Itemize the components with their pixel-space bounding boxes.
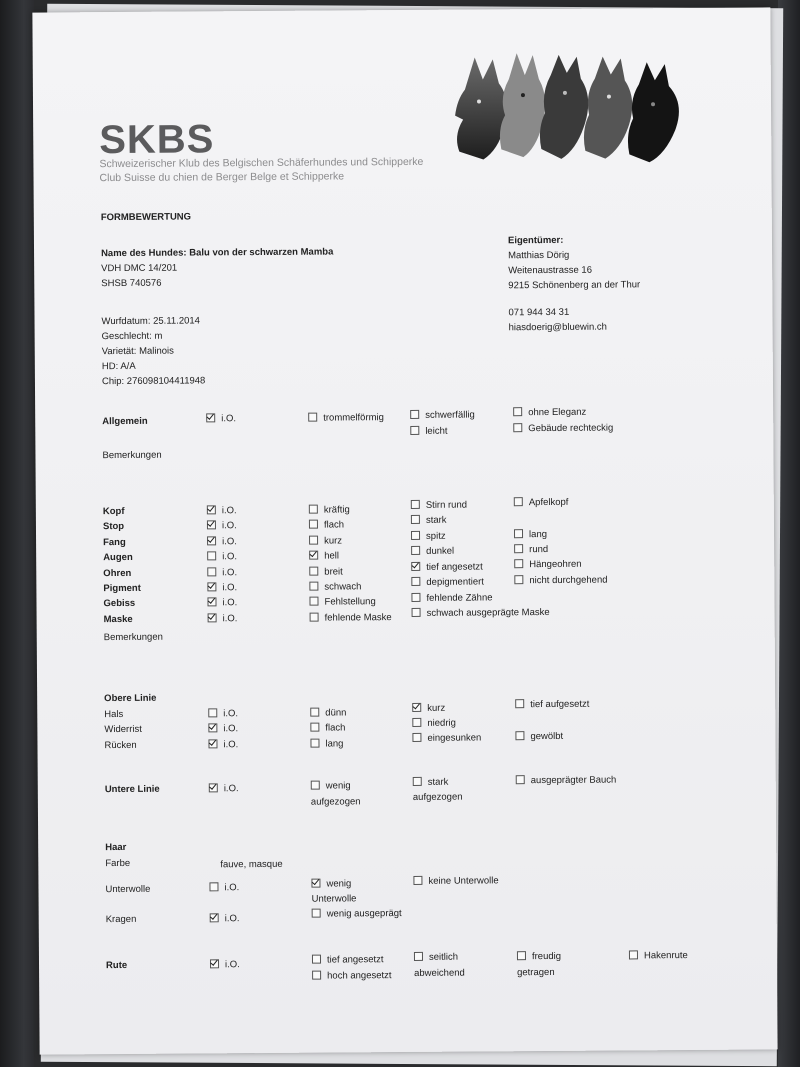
- owner-street: Weitenaustrasse 16: [508, 264, 593, 277]
- option-label: fehlende Zähne: [426, 592, 493, 604]
- option-fang-i-o[interactable]: [207, 536, 237, 547]
- option-label: flach: [325, 722, 346, 734]
- option-label: leicht: [425, 425, 448, 437]
- option-label: wenig: [326, 878, 352, 890]
- dog-birth-date: Wurfdatum: 25.11.2014: [101, 315, 200, 328]
- checkbox-checked-icon[interactable]: [208, 739, 217, 748]
- option-gebiss-fehlende-zaehne[interactable]: [411, 592, 492, 604]
- checkbox-empty-icon[interactable]: [514, 575, 523, 584]
- option-label: trommelförmig: [323, 412, 384, 424]
- option-label: kurz: [324, 535, 343, 547]
- section-label-stop: Stop: [102, 520, 125, 533]
- section-label-allgemein: Allgemein: [102, 415, 148, 428]
- binder-edge-left: [0, 0, 34, 1067]
- checkbox-empty-icon[interactable]: [514, 559, 523, 568]
- checkbox-empty-icon[interactable]: [412, 608, 421, 617]
- option-label: kurz: [427, 702, 446, 714]
- option-label: Apfelkopf: [528, 496, 569, 509]
- owner-label: Eigentümer:: [507, 234, 564, 247]
- dog-chip: Chip: 276098104411948: [101, 375, 206, 388]
- option-label: i.O.: [223, 723, 239, 735]
- section-label-kragen: Kragen: [105, 913, 137, 926]
- option-rute-hoch-angesetzt[interactable]: [312, 970, 392, 982]
- owner-email: hiasdoerig@bluewin.ch: [508, 321, 607, 334]
- option-allgemein-i-o[interactable]: [206, 413, 236, 424]
- checkbox-checked-icon[interactable]: [210, 959, 219, 968]
- option-label: i.O.: [222, 551, 237, 563]
- option-rute-i-o[interactable]: [210, 959, 240, 970]
- option-rute-abweichend: [414, 968, 465, 979]
- section-label-untere-linie: Untere Linie: [104, 783, 160, 796]
- option-label: stark: [427, 776, 449, 788]
- checkbox-empty-icon[interactable]: [308, 413, 317, 422]
- option-maske-i-o[interactable]: [208, 613, 238, 624]
- option-label: tief aufgesetzt: [530, 698, 590, 711]
- option-label: breit: [324, 566, 343, 578]
- option-label: Hakenrute: [643, 950, 688, 962]
- checkbox-empty-icon[interactable]: [310, 613, 319, 622]
- checkbox-checked-icon[interactable]: [411, 562, 420, 571]
- option-label: fehlende Maske: [324, 612, 392, 624]
- option-label: i.O.: [222, 597, 238, 609]
- checkbox-empty-icon[interactable]: [209, 882, 218, 891]
- checkbox-empty-icon[interactable]: [629, 950, 638, 959]
- option-label: ohne Eleganz: [528, 406, 587, 419]
- option-label: aufgezogen: [310, 796, 361, 808]
- option-ohren-i-o[interactable]: [207, 567, 237, 578]
- option-pigment-schwach[interactable]: [309, 581, 361, 592]
- option-label: Fehlstellung: [324, 596, 376, 608]
- option-widerrist-niedrig[interactable]: [412, 718, 456, 729]
- option-widerrist-i-o[interactable]: [208, 723, 238, 734]
- checkbox-empty-icon[interactable]: [410, 410, 419, 419]
- section-label-rute: Rute: [105, 959, 128, 972]
- option-augen-i-o[interactable]: [207, 551, 237, 562]
- section-label-hals: Hals: [104, 708, 124, 721]
- option-allgemein-schwerfaellig[interactable]: [410, 410, 475, 421]
- checkbox-empty-icon[interactable]: [516, 775, 525, 784]
- dog-hd: HD: A/A: [101, 360, 136, 373]
- option-label: Unterwolle: [311, 893, 357, 905]
- checkbox-empty-icon[interactable]: [515, 731, 524, 740]
- dog-variety: Varietät: Malinois: [101, 345, 174, 358]
- option-fang-lang[interactable]: [514, 529, 547, 540]
- option-allgemein-trommelfoermig[interactable]: [308, 412, 384, 424]
- checkbox-empty-icon[interactable]: [309, 536, 318, 545]
- checkbox-checked-icon[interactable]: [210, 913, 219, 922]
- option-ruecken-i-o[interactable]: [208, 739, 238, 750]
- option-rute-tief-angesetzt[interactable]: [312, 954, 384, 965]
- skbs-logo-text: SKBS: [99, 117, 215, 163]
- checkbox-empty-icon[interactable]: [412, 718, 421, 727]
- option-untere-linie-ausgepraegter-bauch[interactable]: [516, 775, 617, 787]
- option-unterwolle-wenig[interactable]: [311, 878, 351, 889]
- dog-vdh-number: VDH DMC 14/201: [101, 262, 178, 275]
- belgian-shepherd-dogs-logo-image: [453, 48, 698, 172]
- option-label: stark: [425, 514, 447, 526]
- option-augen-hell[interactable]: [309, 550, 339, 561]
- option-rute-hakenrute[interactable]: [629, 950, 688, 961]
- option-untere-linie-aufgezogen: [413, 792, 463, 803]
- option-label: i.O.: [223, 783, 239, 795]
- checkbox-empty-icon[interactable]: [411, 593, 420, 602]
- option-label: i.O.: [223, 739, 239, 751]
- option-label: lang: [325, 738, 344, 750]
- option-label: aufgezogen: [412, 791, 463, 803]
- option-label: schwach: [324, 581, 362, 593]
- option-label: wenig ausgeprägt: [326, 908, 402, 920]
- option-label: tief angesetzt: [326, 954, 384, 966]
- option-hals-i-o[interactable]: [208, 708, 238, 719]
- option-gebiss-i-o[interactable]: [207, 597, 237, 608]
- option-label: i.O.: [222, 536, 237, 548]
- option-stop-flach[interactable]: [309, 519, 344, 530]
- option-augen-rund[interactable]: [514, 544, 548, 555]
- option-label: rund: [529, 544, 549, 556]
- checkbox-empty-icon[interactable]: [309, 505, 318, 514]
- remarks-label-general: Bemerkungen: [102, 449, 162, 462]
- checkbox-empty-icon[interactable]: [309, 597, 318, 606]
- checkbox-checked-icon[interactable]: [207, 582, 216, 591]
- checkbox-checked-icon[interactable]: [311, 879, 320, 888]
- checkbox-empty-icon[interactable]: [312, 955, 321, 964]
- option-hals-duenn[interactable]: [310, 707, 346, 718]
- checkbox-empty-icon[interactable]: [208, 708, 217, 717]
- option-label: ausgeprägter Bauch: [530, 774, 617, 787]
- option-label: i.O.: [221, 413, 237, 425]
- option-label: keine Unterwolle: [428, 875, 499, 887]
- checkbox-empty-icon[interactable]: [310, 739, 319, 748]
- option-hals-kurz[interactable]: [412, 703, 445, 714]
- form-title: FORMBEWERTUNG: [100, 211, 192, 224]
- checkbox-checked-icon[interactable]: [207, 505, 216, 514]
- option-maske-schwach-ausgepraegte-maske[interactable]: [412, 607, 550, 619]
- dog-sex: Geschlecht: m: [101, 330, 163, 343]
- option-augen-dunkel[interactable]: [411, 546, 454, 557]
- option-kragen-i-o[interactable]: [210, 913, 240, 924]
- checkbox-empty-icon[interactable]: [413, 777, 422, 786]
- option-label: eingesunken: [427, 732, 482, 744]
- option-label: nicht durchgehend: [529, 574, 608, 587]
- checkbox-empty-icon[interactable]: [410, 426, 419, 435]
- option-label: flach: [323, 519, 345, 531]
- checkbox-checked-icon[interactable]: [209, 783, 218, 792]
- checkbox-empty-icon[interactable]: [412, 733, 421, 742]
- checkbox-empty-icon[interactable]: [517, 951, 526, 960]
- option-label: depigmentiert: [426, 576, 484, 588]
- section-label-kopf: Kopf: [102, 505, 125, 518]
- option-label: i.O.: [222, 613, 238, 625]
- club-name-french: Club Suisse du chien de Berger Belge et Schipperke: [99, 170, 345, 185]
- option-pigment-nicht-durchgehend[interactable]: [514, 575, 607, 587]
- checkbox-checked-icon[interactable]: [208, 613, 217, 622]
- option-unterwolle-i-o[interactable]: [209, 882, 239, 893]
- checkbox-empty-icon[interactable]: [411, 500, 420, 509]
- section-label-ohren: Ohren: [103, 567, 132, 580]
- checkbox-empty-icon[interactable]: [312, 909, 321, 918]
- section-label-fang: Fang: [103, 536, 126, 549]
- checkbox-checked-icon[interactable]: [208, 723, 217, 732]
- option-label: Gebäude rechteckig: [528, 422, 614, 435]
- option-kopf-stirn-rund[interactable]: [411, 500, 467, 511]
- owner-phone: 071 944 34 31: [508, 306, 570, 319]
- option-label: tief angesetzt: [426, 561, 483, 573]
- option-label: i.O.: [222, 582, 238, 594]
- option-label: hell: [324, 550, 340, 562]
- option-label: kräftig: [323, 504, 350, 516]
- checkbox-empty-icon[interactable]: [207, 551, 216, 560]
- option-label: abweichend: [414, 967, 465, 979]
- option-stop-i-o[interactable]: [207, 520, 237, 531]
- option-fang-kurz[interactable]: [309, 535, 342, 546]
- checkbox-empty-icon[interactable]: [515, 699, 524, 708]
- checkbox-empty-icon[interactable]: [311, 781, 320, 790]
- section-label-augen: Augen: [103, 551, 133, 564]
- color-value: fauve, masque: [220, 858, 283, 871]
- option-ohren-breit[interactable]: [309, 566, 343, 577]
- option-kopf-kraeftig[interactable]: [309, 504, 350, 515]
- checkbox-empty-icon[interactable]: [413, 876, 422, 885]
- option-label: schwerfällig: [425, 409, 475, 421]
- section-label-gebiss: Gebiss: [103, 597, 136, 610]
- checkbox-checked-icon[interactable]: [207, 520, 216, 529]
- option-widerrist-flach[interactable]: [310, 722, 345, 733]
- option-kopf-apfelkopf[interactable]: [514, 497, 569, 508]
- remarks-label-head: Bemerkungen: [103, 631, 163, 644]
- option-kragen-wenig-ausgepraegt[interactable]: [312, 908, 402, 920]
- checkbox-empty-icon[interactable]: [309, 582, 318, 591]
- section-label-pigment: Pigment: [103, 582, 141, 595]
- color-label: Farbe: [105, 857, 131, 870]
- option-fang-spitz[interactable]: [411, 531, 446, 542]
- section-label-maske: Maske: [103, 613, 133, 626]
- option-untere-linie-aufgezogen: [311, 796, 361, 807]
- option-label: freudig: [531, 950, 562, 963]
- option-label: gewölbt: [530, 730, 564, 743]
- checkbox-empty-icon[interactable]: [207, 567, 216, 576]
- section-label-unterwolle: Unterwolle: [105, 883, 151, 896]
- option-label: i.O.: [222, 567, 238, 579]
- checkbox-empty-icon[interactable]: [513, 423, 522, 432]
- option-unterwolle-keine-unterwolle[interactable]: [413, 875, 498, 887]
- checkbox-empty-icon[interactable]: [411, 577, 420, 586]
- option-pigment-i-o[interactable]: [207, 582, 237, 593]
- checkbox-empty-icon[interactable]: [310, 708, 319, 717]
- option-label: Hängeohren: [529, 558, 582, 571]
- dog-shsb-number: SHSB 740576: [101, 277, 162, 290]
- checkbox-empty-icon[interactable]: [514, 497, 523, 506]
- option-label: hoch angesetzt: [327, 970, 392, 982]
- evaluation-form-page: [32, 7, 777, 1054]
- checkbox-empty-icon[interactable]: [514, 529, 523, 538]
- option-pigment-depigmentiert[interactable]: [411, 576, 484, 588]
- section-label-widerrist: Widerrist: [104, 723, 142, 736]
- option-maske-fehlende-maske[interactable]: [310, 612, 392, 624]
- checkbox-empty-icon[interactable]: [411, 515, 420, 524]
- section-label-ruecken: Rücken: [104, 739, 137, 752]
- option-ruecken-gewoelbt[interactable]: [515, 731, 563, 742]
- checkbox-empty-icon[interactable]: [411, 531, 420, 540]
- option-label: niedrig: [427, 717, 456, 729]
- checkbox-empty-icon[interactable]: [513, 407, 522, 416]
- dog-name: Name des Hundes: Balu von der schwarzen Mamba: [101, 246, 334, 260]
- option-rute-seitlich[interactable]: [414, 952, 458, 963]
- option-allgemein-ohne-eleganz[interactable]: [513, 407, 586, 419]
- upper-line-heading: Obere Linie: [104, 692, 157, 705]
- checkbox-empty-icon[interactable]: [411, 546, 420, 555]
- option-label: wenig: [325, 780, 351, 792]
- owner-name: Matthias Dörig: [508, 249, 570, 262]
- option-label: dünn: [325, 707, 347, 719]
- option-kopf-i-o[interactable]: [207, 505, 237, 516]
- owner-city: 9215 Schönenberg an der Thur: [508, 279, 641, 292]
- checkbox-empty-icon[interactable]: [309, 520, 318, 529]
- option-hals-tief-aufgesetzt[interactable]: [515, 699, 589, 711]
- option-label: i.O.: [224, 959, 240, 971]
- checkbox-empty-icon[interactable]: [310, 723, 319, 732]
- option-untere-linie-stark[interactable]: [413, 777, 449, 788]
- checkbox-checked-icon[interactable]: [206, 413, 215, 422]
- option-label: dunkel: [426, 545, 455, 557]
- option-label: getragen: [517, 966, 555, 979]
- option-ruecken-eingesunken[interactable]: [412, 732, 481, 743]
- option-ohren-tief-angesetzt[interactable]: [411, 561, 483, 572]
- option-label: i.O.: [221, 505, 237, 517]
- option-label: seitlich: [428, 951, 459, 963]
- option-allgemein-gebaeude-rechteckig[interactable]: [513, 423, 613, 435]
- club-name-german: Schweizerischer Klub des Belgischen Schäferhundes und Schipperke: [99, 155, 424, 171]
- checkbox-empty-icon[interactable]: [312, 971, 321, 980]
- checkbox-empty-icon[interactable]: [514, 544, 523, 553]
- option-untere-linie-wenig[interactable]: [311, 780, 351, 791]
- option-label: spitz: [425, 530, 446, 542]
- option-label: i.O.: [224, 882, 240, 894]
- checkbox-checked-icon[interactable]: [207, 597, 216, 606]
- option-untere-linie-i-o[interactable]: [209, 783, 239, 794]
- option-unterwolle-unterwolle: [312, 893, 357, 904]
- checkbox-checked-icon[interactable]: [309, 551, 318, 560]
- option-rute-getragen: [517, 967, 555, 978]
- option-rute-freudig[interactable]: [517, 951, 561, 962]
- option-stop-stark[interactable]: [411, 515, 447, 526]
- hair-heading: Haar: [105, 841, 127, 854]
- option-label: lang: [528, 529, 548, 541]
- option-label: Stirn rund: [425, 499, 468, 511]
- option-label: i.O.: [221, 520, 237, 532]
- checkbox-checked-icon[interactable]: [412, 703, 421, 712]
- option-label: i.O.: [224, 913, 240, 925]
- checkbox-checked-icon[interactable]: [207, 536, 216, 545]
- option-ohren-haengeohren[interactable]: [514, 559, 581, 570]
- option-gebiss-fehlstellung[interactable]: [309, 596, 375, 607]
- option-ruecken-lang[interactable]: [310, 738, 343, 749]
- checkbox-empty-icon[interactable]: [414, 952, 423, 961]
- option-label: schwach ausgeprägte Maske: [426, 606, 550, 619]
- option-allgemein-leicht[interactable]: [410, 426, 447, 437]
- checkbox-empty-icon[interactable]: [309, 567, 318, 576]
- option-label: i.O.: [223, 708, 239, 720]
